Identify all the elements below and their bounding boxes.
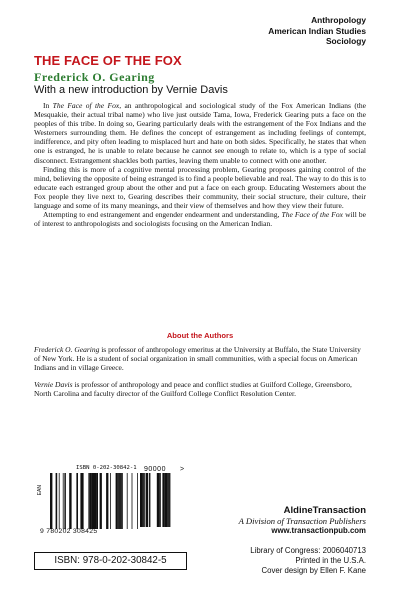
publication-meta xyxy=(250,546,366,576)
barcode-icon xyxy=(50,473,138,529)
price-addon-digits: 90000 xyxy=(144,466,166,473)
category-label: Anthropology xyxy=(311,15,366,25)
subject-categories xyxy=(268,15,366,47)
category-label: American Indian Studies xyxy=(268,25,366,36)
addon-arrow: > xyxy=(180,466,185,473)
description-paragraph: Attempting to end estrangement and engender endearment and understanding, The Face of the Fox will be of interest to anthropologists and sociologists focusing on the American Indian. xyxy=(34,210,366,229)
author-name: Frederick O. Gearing xyxy=(34,345,100,354)
isbn-13-box: ISBN: 978-0-202-30842-5 xyxy=(34,552,187,570)
cover-design-credit: Cover design by Ellen F. Kane xyxy=(261,566,366,575)
isbn-10-label: ISBN 0-202-30842-1 xyxy=(76,465,137,471)
addon-barcode-icon xyxy=(140,473,184,527)
publisher-name: AldineTransaction xyxy=(283,505,366,516)
publisher-website: www.transactionpub.com xyxy=(271,526,366,535)
description-paragraph: In The Face of the Fox, an anthropological and sociological study of the Fox American Indians (the Mesquakie, their actual tribal name) who live just outside Tama, Iowa, Frederick Gearing puts a face on the peoples of this tribe. In doing so, Gearing particularly deals with the estrangement of the Fox Indians and the Westerners surrounding them. He defines the concept of estrangement as including feelings of contempt, indifference, and pity often leading to misplaced hurt and hate on both sides. Specifically, he states that when one is estranged, he is unable to relate because he cannot see enough to relate to, which is a type of social disconnect. Estrangement shackles both parties, leaving them unable to connect with one another. xyxy=(34,101,366,165)
author-bio: Vernie Davis is professor of anthropology and peace and conflict studies at Guilford College, Greensboro, North Carolina and faculty director of the Guilford College Conflict Resolution Center. xyxy=(34,380,352,399)
book-title-inline: The Face of the Fox xyxy=(281,210,343,220)
introduction-credit: With a new introduction by Vernie Davis xyxy=(34,84,228,96)
category-label: Sociology xyxy=(325,36,366,46)
ean-digits: 9 780202 308425 xyxy=(40,528,98,535)
book-title: THE FACE OF THE FOX xyxy=(34,53,182,68)
description-paragraph: Finding this is more of a cognitive mental processing problem, Gearing proposes gaining control of the mind, believing the opposite of being estranged is to find a people believable and real. The way to do this is to educate each estranged group about the other and put a face on each group. Educating Westerners about the Fox people they live next to, Gearing describes their community, their social structure, their culture, their language and some of its many meanings, and their view of themselves and how they view their future. xyxy=(34,164,366,211)
about-authors-heading: About the Authors xyxy=(166,331,234,340)
library-of-congress: Library of Congress: 2006040713 xyxy=(250,546,366,555)
about-authors xyxy=(34,345,366,406)
publisher-block xyxy=(239,505,366,536)
book-description xyxy=(34,101,366,228)
publisher-division: A Division of Transaction Publishers xyxy=(238,516,366,526)
ean-label: EAN xyxy=(37,485,43,496)
book-author: Frederick O. Gearing xyxy=(34,70,155,84)
book-title-inline: The Face of the Fox xyxy=(52,101,120,110)
author-bio: Frederick O. Gearing is professor of anthropology emeritus at the University at Buffalo, the State University of New York. He is a student of social organization in small communities, with a special focus on American Indians and in village Greece. xyxy=(34,345,361,373)
printed-in: Printed in the U.S.A. xyxy=(295,556,366,565)
author-name: Vernie Davis xyxy=(34,380,73,390)
